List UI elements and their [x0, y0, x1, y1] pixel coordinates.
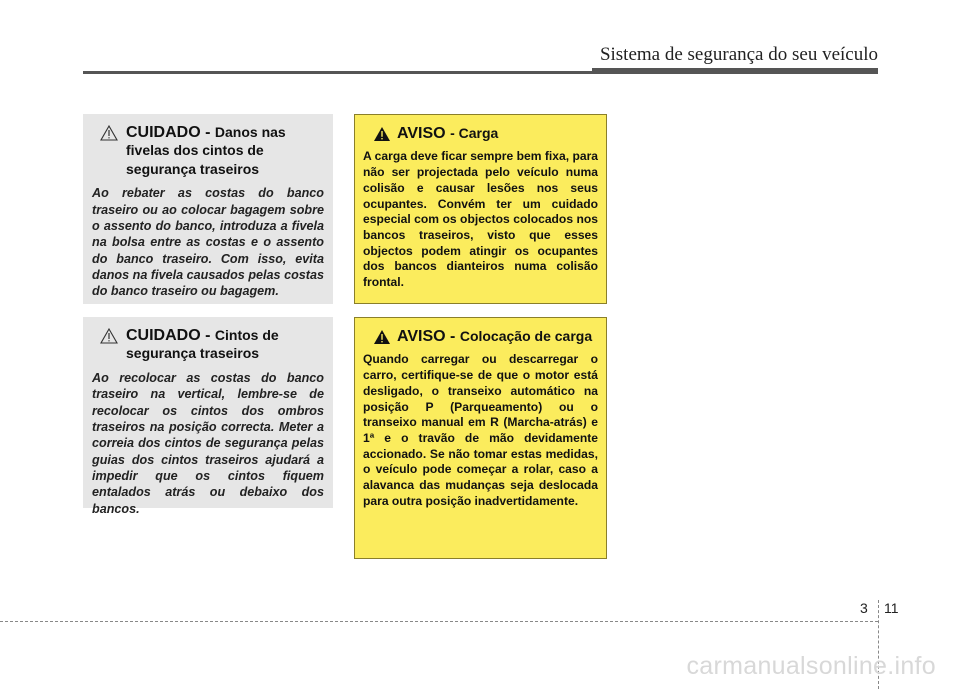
caution-box-rear-belts: [83, 317, 333, 516]
caution-text: Ao rebater as costas do banco traseiro ou ao colocar bagagem sobre o assento do banco, introduza a fivela na bolsa entre as costas e o assento do banco traseiro. Com isso, evita danos na fivela causados pelas costas do banco traseiro ou bagagem.: [92, 186, 324, 299]
watermark: carmanualsonline.info: [686, 652, 936, 680]
caution-triangle-icon: [100, 328, 118, 344]
caution-box-buckle-damage: [83, 114, 333, 304]
warning-keyword: AVISO -: [397, 328, 456, 345]
caution-heading: [92, 327, 324, 364]
page-number: 11: [884, 600, 899, 616]
chapter-number: 3: [860, 600, 868, 616]
caution-heading: [92, 124, 324, 179]
caution-keyword: CUIDADO -: [126, 327, 211, 344]
warning-box-cargo: [354, 114, 607, 304]
warning-triangle-icon: [373, 329, 391, 345]
warning-subtitle: Colocação de carga: [459, 328, 593, 344]
warning-heading: [363, 328, 598, 346]
caution-triangle-icon: [100, 125, 118, 141]
caution-subtitle: Cintos de segurança traseiros: [126, 327, 279, 362]
warning-text: A carga deve ficar sempre bem fixa, para não ser projectada pelo veículo numa colisão e causar lesões nos seus ocupantes. Convém ter um cuidado especial com os objectos colocados nos bancos traseiros, visto que esses objectos podem atingir os ocupantes dos bancos dianteiros numa colisão frontal.: [363, 149, 598, 290]
warning-text: Quando carregar ou descarregar o carro, certifique-se de que o motor está desligado, o transeixo automático na posição P (Parqueamento) ou o transeixo manual em R (Marcha-atrás) e 1ª e o travão de mão devidamente accionado. Se não tomar estas medidas, o veículo pode começar a rolar, caso a alavanca das mudanças seja deslocada para outra posição inadvertidamente.: [363, 352, 598, 508]
caution-keyword: CUIDADO -: [126, 124, 211, 141]
caution-subtitle: Danos nas fivelas dos cintos de segurança traseiros: [126, 124, 286, 177]
section-title: Sistema de segurança do seu veículo: [599, 44, 878, 65]
caution-text: Ao recolocar as costas do banco traseiro na vertical, lembre-se de recolocar os cintos dos ombros traseiros na posição correcta. Meter a correia dos cintos de segurança pelas guias dos cintos traseiros ajudará a impedir que os cintos fiquem entalados atrás ou debaixo dos bancos.: [92, 370, 324, 516]
warning-triangle-icon: [373, 126, 391, 142]
warning-subtitle: - Carga: [450, 125, 499, 141]
warning-heading: [363, 125, 598, 143]
warning-box-loading: [354, 317, 607, 559]
header-divider-accent: [592, 68, 878, 74]
footer-divider: [0, 621, 878, 622]
warning-keyword: AVISO: [397, 125, 446, 142]
